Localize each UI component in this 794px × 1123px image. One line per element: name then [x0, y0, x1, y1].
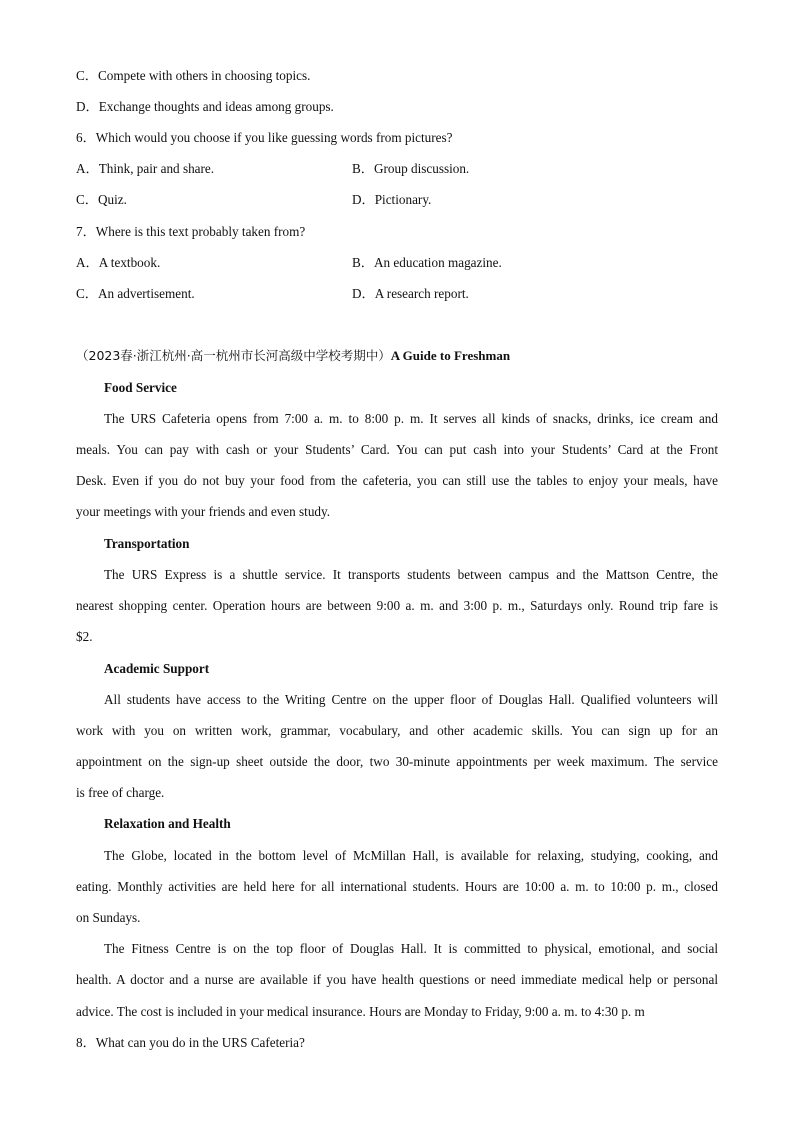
fitness-line-1: The Fitness Centre is on the top floor of Douglas Hall. It is committed to physical, emotional, and social: [104, 941, 718, 956]
passage-source: （2023春·浙江杭州·高一杭州市长河高级中学校考期中）: [76, 348, 391, 363]
fitness-line-3: advice. The cost is included in your medical insurance. Hours are Monday to Friday, 9:00 a. m. to 4:30 p. m: [76, 1004, 645, 1019]
section-heading-food: Food Service: [104, 380, 177, 395]
q7-stem: 7．Where is this text probably taken from?: [76, 224, 306, 239]
section-heading-transportation: Transportation: [104, 536, 190, 551]
fitness-line-2: health. A doctor and a nurse are available if you have health questions or need immediate medical help or personal: [76, 972, 718, 987]
passage-title: A Guide to Freshman: [390, 348, 511, 363]
transport-line-1: The URS Express is a shuttle service. It transports students between campus and the Mattson Centre, the: [104, 567, 718, 582]
section-heading-academic: Academic Support: [104, 661, 210, 676]
q5-option-d: D．Exchange thoughts and ideas among groups.: [76, 99, 334, 114]
academic-line-2: work with you on written work, grammar, vocabulary, and other academic skills. You can sign up for an: [76, 723, 718, 738]
food-line-2: meals. You can pay with cash or your Students’ Card. You can put cash into your Students’ Card at the Front: [76, 442, 718, 457]
passage-header: [76, 347, 510, 365]
transport-line-2: nearest shopping center. Operation hours are between 9:00 a. m. and 3:00 p. m., Saturdays only. Round trip fare is: [76, 598, 718, 613]
relax-line-3: on Sundays.: [76, 910, 141, 925]
section-heading-relaxation: Relaxation and Health: [104, 816, 231, 831]
q6-option-a: A．Think, pair and share.: [76, 161, 215, 176]
academic-line-4: is free of charge.: [76, 785, 165, 800]
food-line-3: Desk. Even if you do not buy your food from the cafeteria, you can still use the tables to enjoy your meals, have: [76, 473, 718, 488]
food-line-1: The URS Cafeteria opens from 7:00 a. m. to 8:00 p. m. It serves all kinds of snacks, drinks, ice cream and: [104, 411, 718, 426]
q7-option-a: A．A textbook.: [76, 255, 161, 270]
q7-option-c: C．An advertisement.: [76, 286, 195, 301]
q6-option-b: B．Group discussion.: [352, 161, 470, 176]
q6-option-d: D．Pictionary.: [352, 192, 432, 207]
q7-option-d: D．A research report.: [352, 286, 469, 301]
relax-line-1: The Globe, located in the bottom level of McMillan Hall, is available for relaxing, studying, cooking, and: [104, 848, 718, 863]
relax-line-2: eating. Monthly activities are held here for all international students. Hours are 10:00 a. m. to 10:00 p. m., closed: [76, 879, 718, 894]
q6-stem: 6．Which would you choose if you like guessing words from pictures?: [76, 130, 453, 145]
academic-line-1: All students have access to the Writing Centre on the upper floor of Douglas Hall. Qualified volunteers will: [104, 692, 718, 707]
q7-option-b: B．An education magazine.: [352, 255, 502, 270]
transport-line-3: $2.: [76, 629, 93, 644]
academic-line-3: appointment on the sign-up sheet outside the door, two 30-minute appointments per week maximum. The service: [76, 754, 718, 769]
q6-option-c: C．Quiz.: [76, 192, 127, 207]
q8-stem: 8．What can you do in the URS Cafeteria?: [76, 1035, 305, 1050]
q5-option-c: C．Compete with others in choosing topics.: [76, 68, 311, 83]
food-line-4: your meetings with your friends and even study.: [76, 504, 331, 519]
